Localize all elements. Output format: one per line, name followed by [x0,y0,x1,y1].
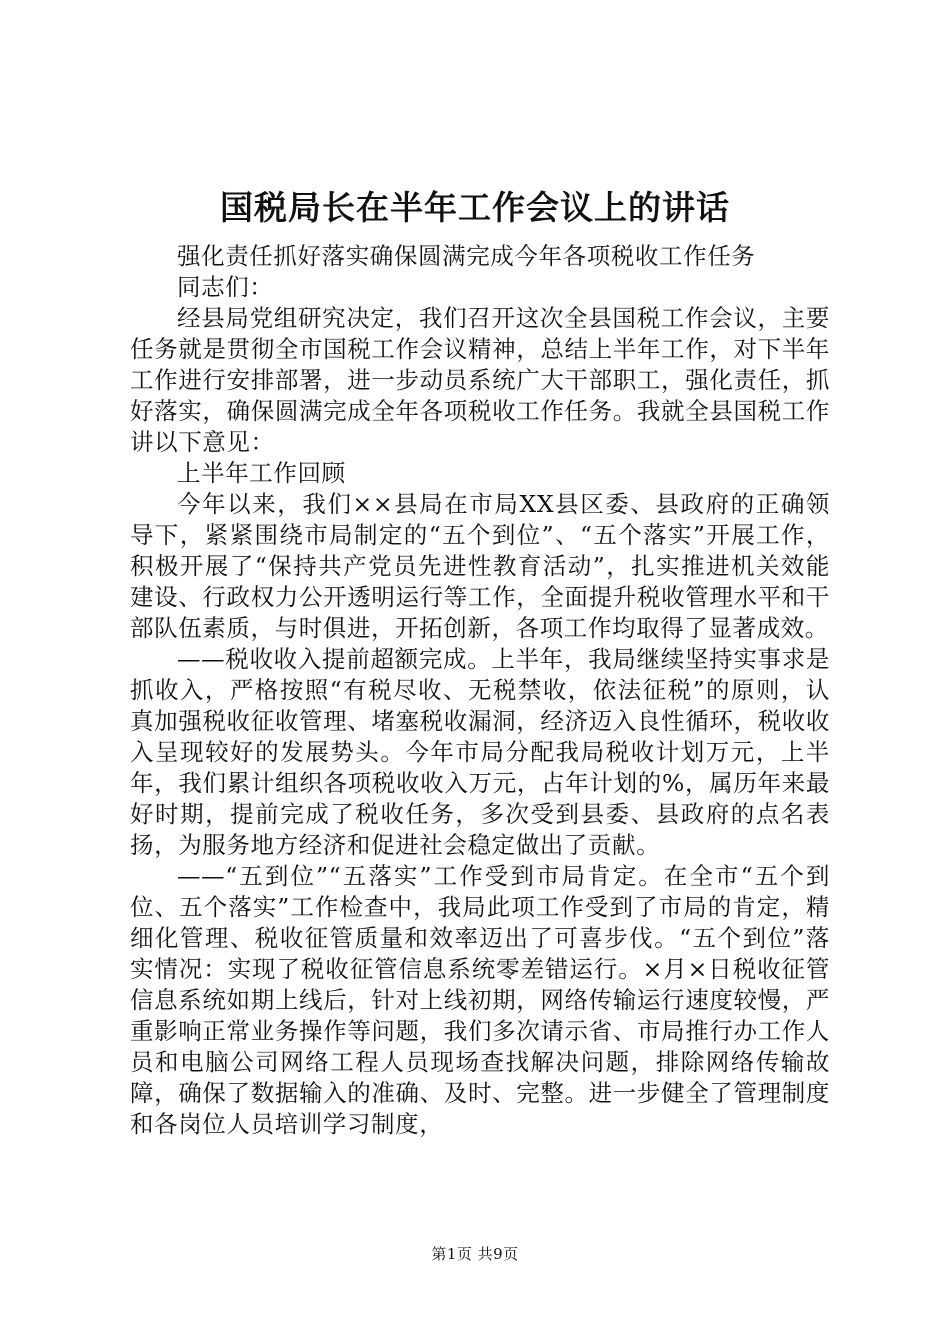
document-body [130,241,830,1140]
body-paragraph: ——“五到位”“五落实”工作受到市局肯定。在全市“五个到位、五个落实”工作检查中，我局此项工作受到了市局的肯定，精细化管理、税收征管质量和效率迈出了可喜步伐。“五个到位”落实情况：实现了税收征管信息系统零差错运行。×月×日税收征管信息系统如期上线后，针对上线初期，网络传输运行速度较慢，严重影响正常业务操作等问题，我们多次请示省、市局推行办工作人员和电脑公司网络工程人员现场查找解决问题，排除网络传输故障，确保了数据输入的准确、及时、完整。进一步健全了管理制度和各岗位人员培训学习制度， [130,862,830,1138]
body-paragraph: ——税收收入提前超额完成。上半年，我局继续坚持实事求是抓收入，严格按照“有税尽收、无税禁收，依法征税”的原则，认真加强税收征收管理、堵塞税收漏洞，经济迈入良性循环，税收收入呈现较好的发展势头。今年市局分配我局税收计划万元，上半年，我们累计组织各项税收收入万元，占年计划的%，属历年来最好时期，提前完成了税收任务，多次受到县委、县政府的点名表扬，为服务地方经济和促进社会稳定做出了贡献。 [130,645,830,859]
document-title: 国税局长在半年工作会议上的讲话 [220,188,730,227]
salutation-paragraph: 同志们： [177,273,274,301]
subtitle-paragraph: 强化责任抓好落实确保圆满完成今年各项税收工作任务 [177,242,756,270]
body-paragraph: 今年以来，我们××县局在市局XX县区委、县政府的正确领导下，紧紧围绕市局制定的“五个到位”、“五个落实”开展工作，积极开展了“保持共产党员先进性教育活动”，扎实推进机关效能建设、行政权力公开透明运行等工作，全面提升税收管理水平和干部队伍素质，与时俱进，开拓创新，各项工作均取得了显著成效。 [130,490,830,642]
section-heading: 上半年工作回顾 [177,459,346,487]
page-number-footer: 第1页 共9页 [431,1245,519,1263]
body-paragraph: 经县局党组研究决定，我们召开这次全县国税工作会议，主要任务就是贯彻全市国税工作会议精神，总结上半年工作，对下半年工作进行安排部署，进一步动员系统广大干部职工，强化责任，抓好落实，确保圆满完成全年各项税收工作任务。我就全县国税工作讲以下意见： [130,304,830,456]
